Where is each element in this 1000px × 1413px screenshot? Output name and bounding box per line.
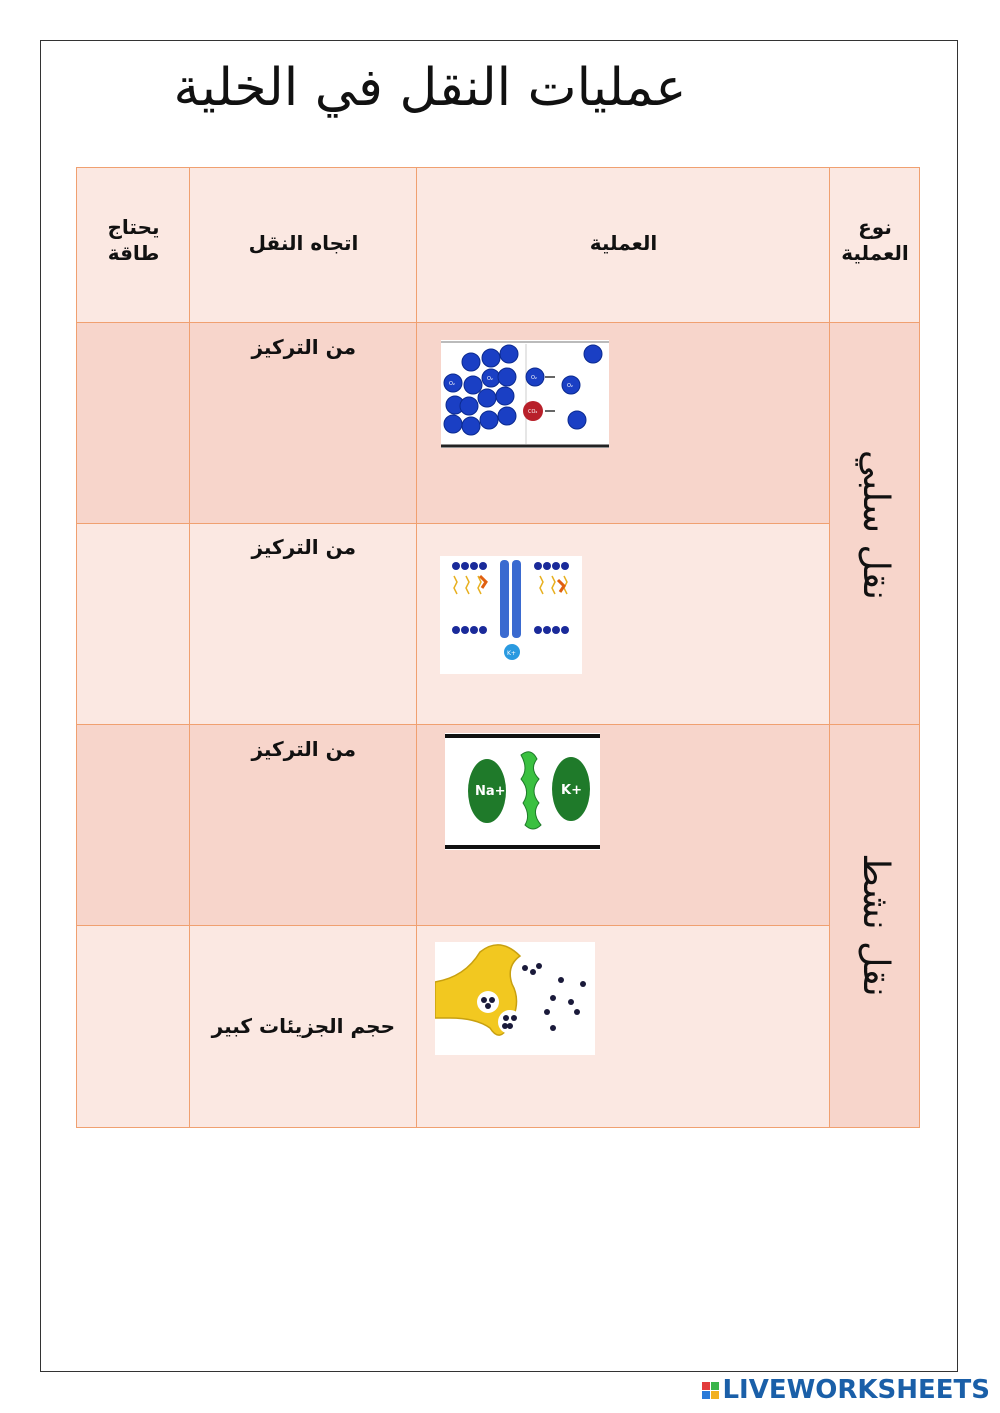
liveworksheets-text: LIVEWORKSHEETS xyxy=(722,1375,990,1405)
row4-energy-cell xyxy=(76,925,191,1128)
active-group-label: نقل نشط xyxy=(855,853,896,997)
row2-energy-cell xyxy=(76,523,191,726)
row3-direction: من التركيز xyxy=(251,737,356,761)
liveworksheets-icon xyxy=(702,1382,719,1399)
svg-text:O₂: O₂ xyxy=(531,375,537,381)
channel-protein-image xyxy=(440,556,582,674)
row4-direction: حجم الجزيئات كبير xyxy=(211,1014,395,1038)
row2-direction: من التركيز xyxy=(251,535,356,559)
page-title: عمليات النقل في الخلية xyxy=(173,58,687,118)
k-label: K+ xyxy=(561,783,582,798)
na-label: Na+ xyxy=(475,784,506,799)
header-process: العملية xyxy=(589,231,658,255)
svg-text:O₂: O₂ xyxy=(567,383,573,389)
svg-text:CO₂: CO₂ xyxy=(528,409,538,415)
diffusion-molecules-image xyxy=(441,340,609,448)
header-direction: اتجاه النقل xyxy=(248,231,359,255)
svg-text:O₂: O₂ xyxy=(487,376,493,382)
header-type: نوع العملية xyxy=(841,215,909,265)
passive-group-label: نقل سلبي xyxy=(855,450,896,600)
endocytosis-image xyxy=(435,942,595,1055)
row3-energy-cell xyxy=(76,724,191,927)
row1-direction: من التركيز xyxy=(251,335,356,359)
liveworksheets-logo xyxy=(702,1375,990,1405)
svg-text:O₂: O₂ xyxy=(449,381,455,387)
header-energy: يحتاج طاقة xyxy=(107,215,160,265)
svg-text:K+: K+ xyxy=(507,650,516,657)
row1-energy-cell xyxy=(76,322,191,525)
sodium-potassium-pump-image xyxy=(445,733,600,850)
